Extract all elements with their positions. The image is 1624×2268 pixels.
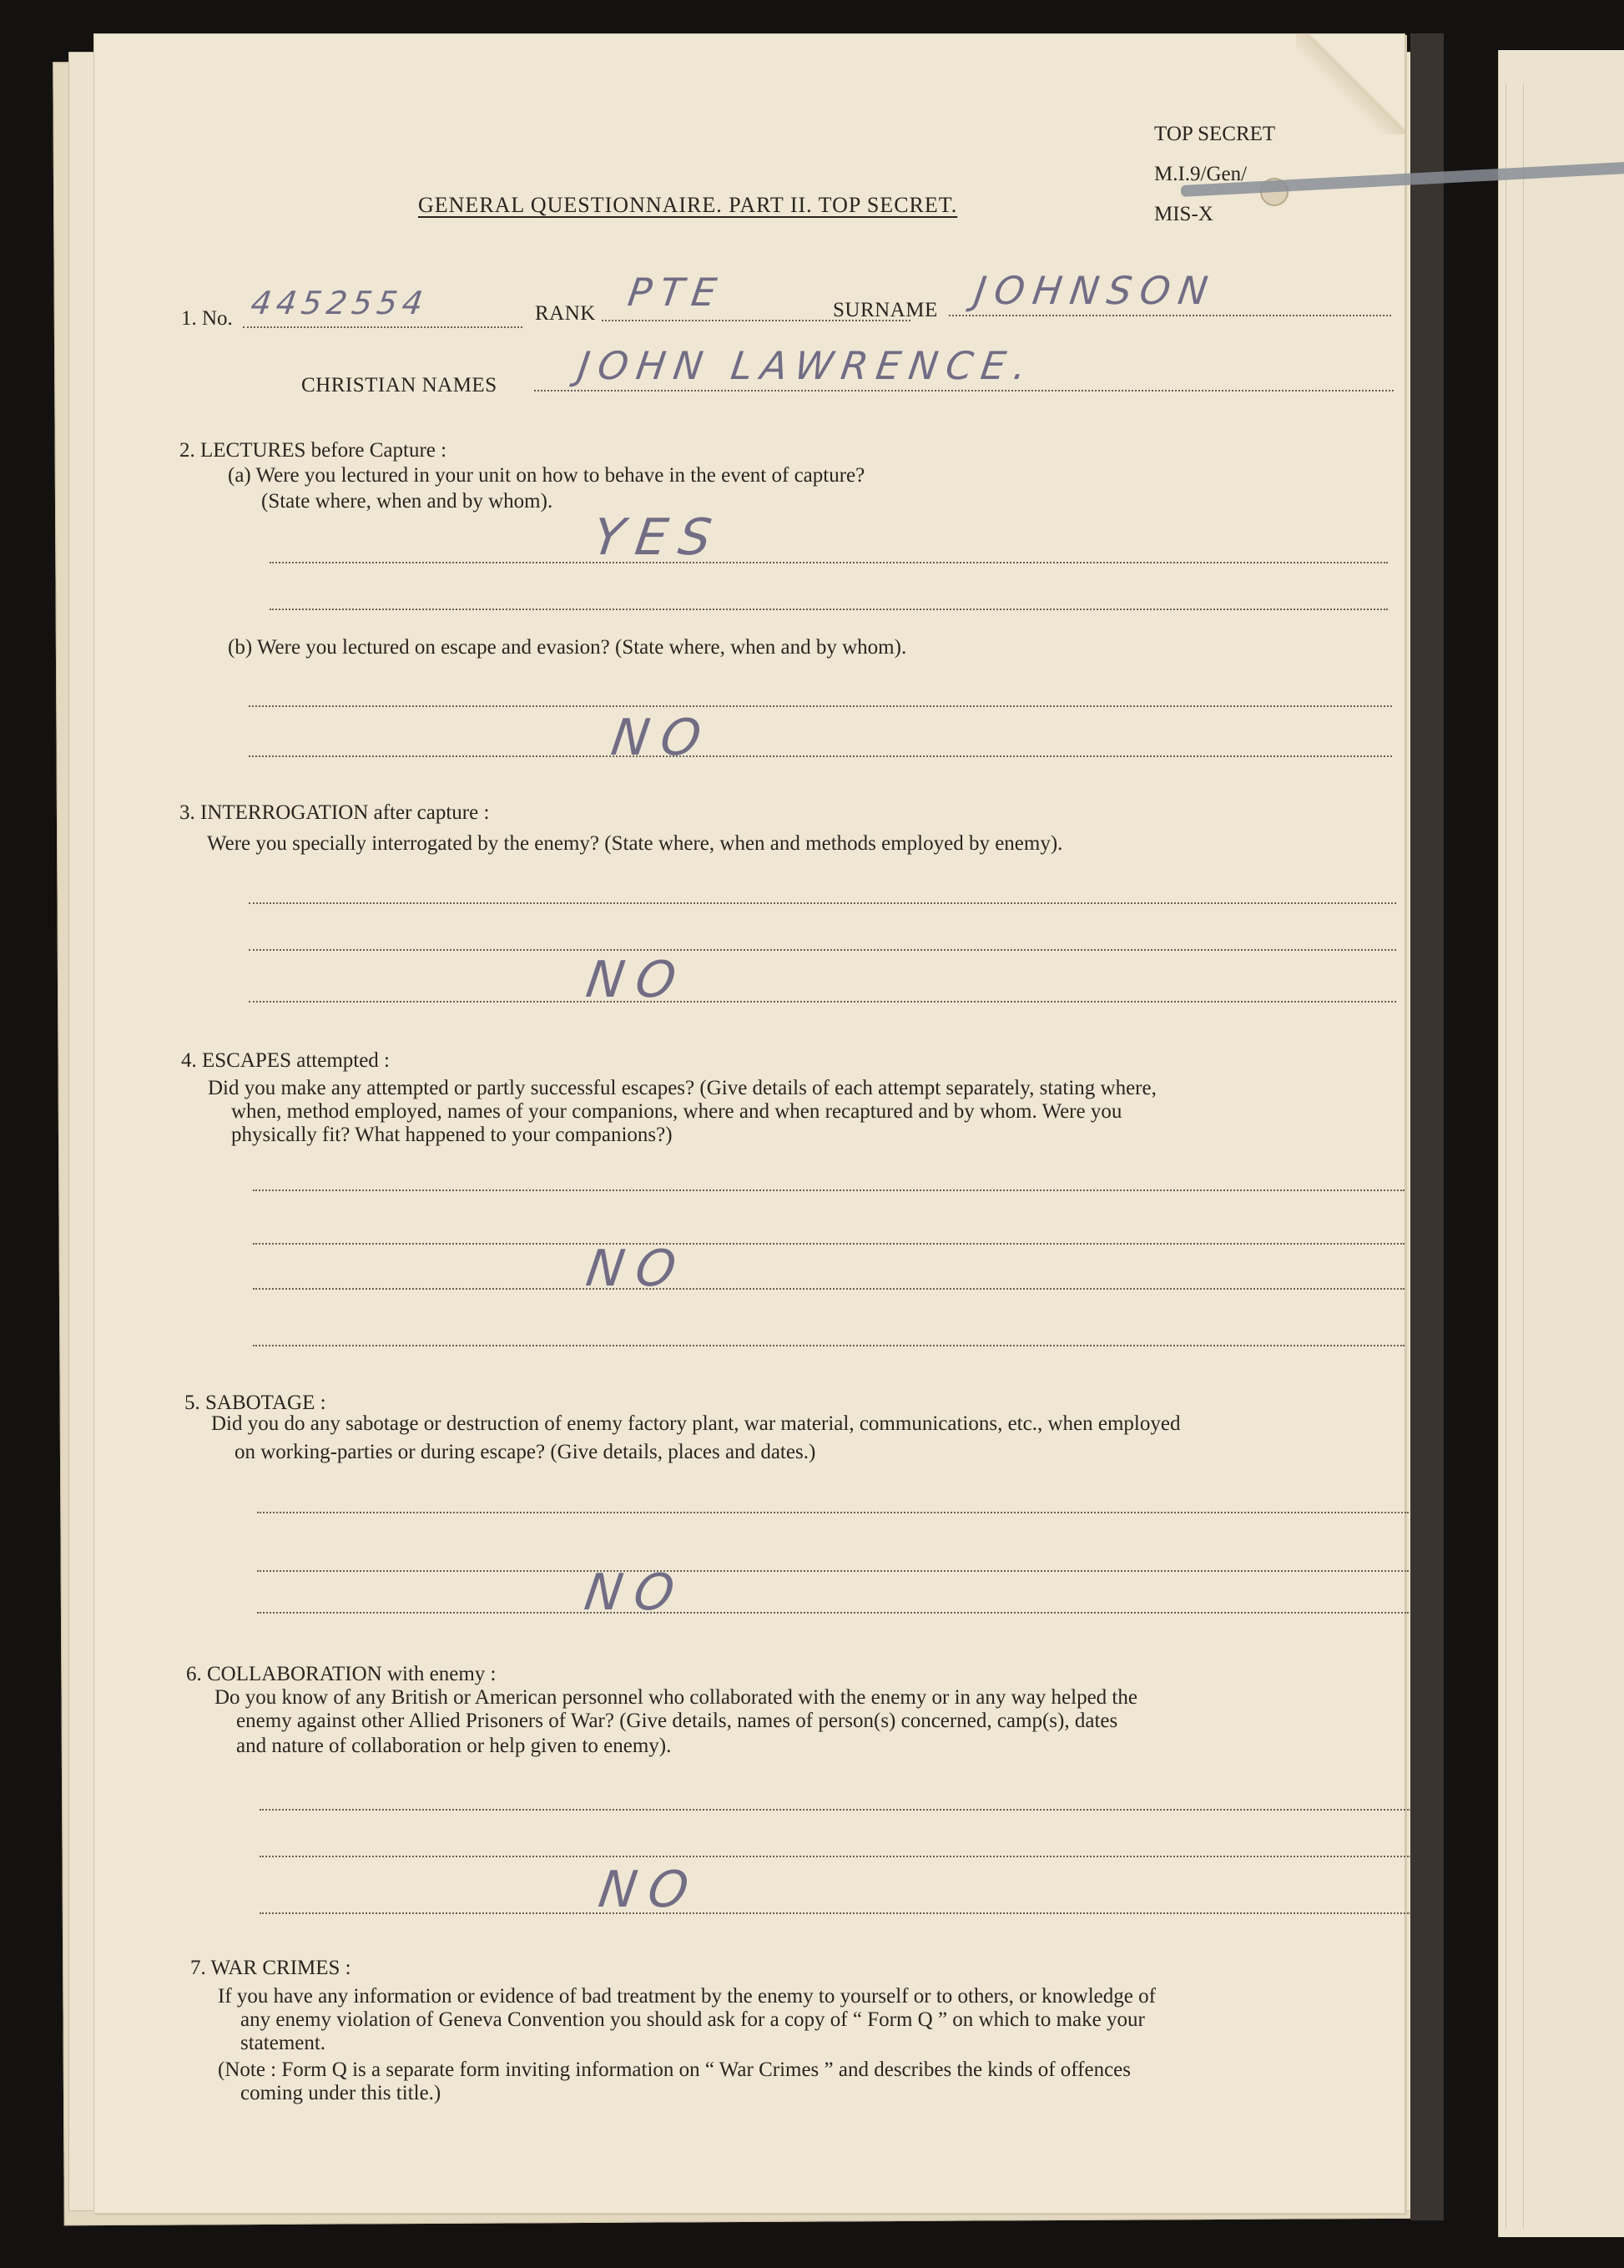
q5-line-1	[257, 1512, 1409, 1513]
page-title: GENERAL QUESTIONNAIRE. PART II. TOP SECRET.	[418, 193, 958, 217]
mis-label: MIS-X	[1154, 203, 1213, 225]
q4-line-2	[253, 1243, 1405, 1245]
q7-text-line-3: statement.	[240, 2032, 326, 2054]
reference-label: M.I.9/Gen/	[1154, 163, 1248, 185]
classification-block	[1154, 114, 1275, 235]
q2a-line-2	[270, 609, 1388, 610]
q2b-answer: NO	[608, 709, 717, 767]
q4-question-line-1: Did you make any attempted or partly successful escapes? (Give details of each attempt separately, stating where,	[208, 1077, 1157, 1099]
q7-heading: 7. WAR CRIMES :	[190, 1957, 351, 1979]
q3-line-2	[249, 949, 1396, 951]
surname-value: JOHNSON	[971, 268, 1219, 313]
q3-heading: 3. INTERROGATION after capture :	[179, 801, 490, 824]
christian-names-value: JOHN LAWRENCE.	[575, 343, 1038, 388]
q6-line-1	[260, 1809, 1411, 1811]
rank-value: PTE	[625, 270, 728, 315]
q7-note-line-1: (Note : Form Q is a separate form inviting information on “ War Crimes ” and describes the kinds of offences	[218, 2058, 1132, 2081]
folded-corner	[1296, 34, 1405, 134]
adjacent-page	[1498, 50, 1624, 2237]
q2-heading: 2. LECTURES before Capture :	[179, 439, 447, 462]
q5-answer: NO	[581, 1563, 690, 1622]
q7-text-line-2: any enemy violation of Geneva Convention you should ask for a copy of “ Form Q ” on which to make your	[240, 2008, 1145, 2031]
q2b-question: (b) Were you lectured on escape and evasion? (State where, when and by whom).	[228, 636, 907, 659]
q6-question-line-3: and nature of collaboration or help given to enemy).	[236, 1735, 672, 1757]
q2a-line-1	[270, 562, 1388, 563]
q4-line-4	[253, 1345, 1405, 1346]
q6-heading: 6. COLLABORATION with enemy :	[186, 1663, 497, 1685]
q6-question-line-1: Do you know of any British or American personnel who collaborated with the enemy or in any way helped the	[214, 1686, 1137, 1709]
q4-answer: NO	[583, 1240, 692, 1298]
q2b-line-2	[249, 755, 1392, 757]
rank-label: RANK	[535, 302, 596, 325]
q4-question-line-2: when, method employed, names of your companions, where and when recaptured and by whom. Were you	[231, 1100, 1122, 1123]
q4-heading: 4. ESCAPES attempted :	[181, 1049, 390, 1072]
binder-spine	[1410, 33, 1444, 2220]
q6-line-3	[260, 1912, 1411, 1914]
christian-names-label: CHRISTIAN NAMES	[301, 374, 497, 397]
christian-names-line	[534, 390, 1394, 391]
q5-line-3	[257, 1612, 1409, 1614]
q4-question-line-3: physically fit? What happened to your companions?)	[231, 1124, 673, 1146]
q7-text-line-1: If you have any information or evidence of bad treatment by the enemy to yourself or to others, or knowledge of	[218, 1985, 1156, 2008]
q2b-line-1	[249, 705, 1392, 707]
q2a-question: (a) Were you lectured in your unit on how to behave in the event of capture?	[228, 464, 865, 487]
number-value: 4452554	[248, 285, 431, 321]
number-label: 1. No.	[181, 307, 233, 330]
q5-line-2	[257, 1570, 1409, 1572]
q5-heading: 5. SABOTAGE :	[184, 1392, 326, 1414]
q4-line-3	[253, 1288, 1405, 1290]
q3-question: Were you specially interrogated by the enemy? (State where, when and methods employed by enemy).	[207, 832, 1063, 855]
q6-answer: NO	[595, 1861, 704, 1919]
q3-line-1	[249, 902, 1396, 904]
q3-line-3	[249, 1001, 1396, 1003]
number-line	[243, 326, 522, 328]
q2a-answer: YES	[589, 508, 727, 567]
q6-question-line-2: enemy against other Allied Prisoners of War? (Give details, names of person(s) concerned, camp(s), dates	[236, 1710, 1118, 1732]
q3-answer: NO	[583, 951, 692, 1009]
q2a-instruction: (State where, when and by whom).	[261, 490, 553, 513]
q6-line-2	[260, 1856, 1411, 1857]
surname-line	[949, 315, 1391, 316]
classification-label: TOP SECRET	[1154, 123, 1276, 145]
q5-question-line-1: Did you do any sabotage or destruction of enemy factory plant, war material, communications, etc., when employed	[211, 1412, 1181, 1435]
q4-line-1	[253, 1190, 1405, 1191]
q5-question-line-2: on working-parties or during escape? (Give details, places and dates.)	[235, 1441, 816, 1463]
q7-note-line-2: coming under this title.)	[240, 2082, 441, 2104]
questionnaire-page	[93, 33, 1405, 2214]
surname-label: SURNAME	[833, 299, 938, 321]
